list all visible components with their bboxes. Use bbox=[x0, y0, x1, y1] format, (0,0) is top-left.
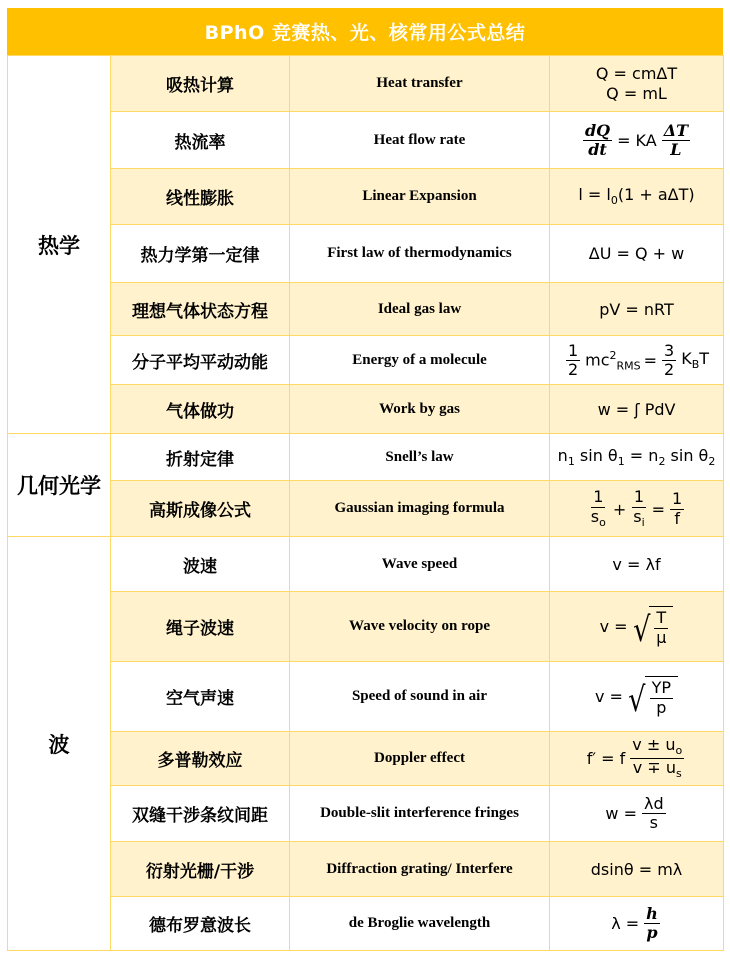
fraction-numerator: YP bbox=[651, 678, 672, 698]
formula-name-zh: 高斯成像公式 bbox=[111, 481, 290, 537]
formula-text: sin θ bbox=[670, 445, 709, 465]
formula-text: v = bbox=[594, 687, 623, 706]
fraction-denominator: 2 bbox=[664, 360, 675, 379]
fraction-denominator: s bbox=[649, 813, 658, 832]
fraction-denominator: s bbox=[633, 506, 642, 526]
formula-cell bbox=[550, 897, 724, 951]
category-wave: 波 bbox=[8, 537, 111, 951]
formula-cell bbox=[550, 662, 724, 732]
formula-subscript: i bbox=[641, 515, 645, 529]
formula-text: ΔU = Q + w bbox=[550, 225, 724, 283]
table-title: BPhO 竞赛热、光、核常用公式总结 bbox=[7, 8, 723, 55]
table-row bbox=[8, 786, 724, 842]
formula-cell bbox=[550, 434, 724, 481]
fraction-numerator: 1 bbox=[633, 487, 645, 507]
fraction-denominator: μ bbox=[656, 627, 667, 647]
table-row bbox=[8, 662, 724, 732]
formula-subscript: 1 bbox=[567, 455, 575, 469]
formula-table-container bbox=[7, 8, 723, 951]
fraction-numerator: λd bbox=[643, 793, 664, 813]
formula-name-zh: 绳子波速 bbox=[111, 592, 290, 662]
fraction-numerator: 1 bbox=[593, 487, 604, 507]
formula-name-en: Linear Expansion bbox=[290, 169, 550, 225]
fraction-denominator: 2 bbox=[567, 360, 579, 379]
formula-cell bbox=[550, 169, 724, 225]
formula-name-zh: 气体做功 bbox=[111, 385, 290, 434]
formula-name-en: Work by gas bbox=[290, 385, 550, 434]
table-row bbox=[8, 56, 724, 112]
fraction-numerator: 1 bbox=[672, 489, 683, 509]
formula-subscript: RMS bbox=[616, 359, 641, 373]
formula-text: Q = cmΔT bbox=[595, 64, 678, 84]
table-row bbox=[8, 842, 724, 897]
formula-text: = n bbox=[629, 445, 659, 465]
table-row bbox=[8, 385, 724, 434]
formula-name-en: Snell’s law bbox=[290, 434, 550, 481]
formula-subscript: B bbox=[691, 358, 700, 372]
formula-name-en: First law of thermodynamics bbox=[290, 225, 550, 283]
formula-name-en: Energy of a molecule bbox=[290, 336, 550, 385]
table-row bbox=[8, 434, 724, 481]
formula-name-zh: 波速 bbox=[111, 537, 290, 592]
category-heat: 热学 bbox=[8, 56, 111, 434]
fraction-numerator: v ± u bbox=[632, 735, 676, 755]
formula-text: dsinθ = mλ bbox=[550, 842, 724, 897]
formula-text: l = l bbox=[578, 185, 611, 205]
formula-name-zh: 双缝干涉条纹间距 bbox=[111, 786, 290, 842]
table-row bbox=[8, 336, 724, 385]
formula-name-en: Diffraction grating/ Interfere bbox=[290, 842, 550, 897]
fraction-numerator: T bbox=[656, 608, 667, 628]
fraction-denominator: p bbox=[646, 923, 658, 942]
table-row bbox=[8, 283, 724, 336]
formula-cell bbox=[550, 56, 724, 112]
formula-text: λ = bbox=[611, 914, 640, 933]
fraction-denominator: p bbox=[656, 697, 667, 717]
formula-subscript: o bbox=[599, 515, 606, 529]
formula-name-en: Speed of sound in air bbox=[290, 662, 550, 732]
fraction-numerator: h bbox=[646, 903, 658, 923]
formula-cell bbox=[550, 592, 724, 662]
formula-name-en: Heat flow rate bbox=[290, 112, 550, 169]
formula-name-zh: 折射定律 bbox=[111, 434, 290, 481]
formula-name-en: Heat transfer bbox=[290, 56, 550, 112]
formula-text: = bbox=[651, 499, 666, 519]
fraction-numerator: ΔT bbox=[663, 120, 689, 140]
table-row bbox=[8, 169, 724, 225]
fraction-denominator: dt bbox=[588, 140, 607, 159]
fraction-numerator: dQ bbox=[584, 120, 611, 140]
formula-text: + bbox=[612, 499, 627, 519]
formula-text: v = λf bbox=[550, 537, 724, 592]
formula-text: K bbox=[681, 349, 692, 369]
square-root: √ $\frac{T}{\mu}$ bbox=[631, 606, 674, 647]
formula-text: (1 + aΔT) bbox=[617, 185, 695, 205]
formula-text: pV = nRT bbox=[550, 283, 724, 336]
formula-cell bbox=[550, 112, 724, 169]
table-row bbox=[8, 897, 724, 951]
formula-cell bbox=[550, 481, 724, 537]
formula-name-en: Ideal gas law bbox=[290, 283, 550, 336]
formula-superscript: 2 bbox=[609, 348, 617, 362]
formula-text: mc bbox=[585, 350, 610, 370]
formula-name-en: Double-slit interference fringes bbox=[290, 786, 550, 842]
formula-text: w = bbox=[605, 804, 637, 823]
formula-subscript: 2 bbox=[658, 455, 666, 469]
formula-text: v = bbox=[599, 617, 628, 636]
formula-cell bbox=[550, 732, 724, 786]
table-row bbox=[8, 481, 724, 537]
formula-name-zh: 德布罗意波长 bbox=[111, 897, 290, 951]
table-row bbox=[8, 732, 724, 786]
formula-subscript: o bbox=[675, 744, 683, 758]
formula-text: sin θ bbox=[579, 445, 618, 465]
formula-name-zh: 空气声速 bbox=[111, 662, 290, 732]
fraction-numerator: 3 bbox=[664, 340, 675, 360]
formula-subscript: 2 bbox=[708, 455, 716, 469]
formula-name-en: Wave speed bbox=[290, 537, 550, 592]
formula-cell bbox=[550, 786, 724, 842]
formula-name-zh: 吸热计算 bbox=[111, 56, 290, 112]
formula-text: Q = mL bbox=[606, 83, 667, 103]
formula-name-zh: 分子平均平动动能 bbox=[111, 336, 290, 385]
formula-name-zh: 理想气体状态方程 bbox=[111, 283, 290, 336]
fraction-numerator: 1 bbox=[567, 340, 579, 360]
formula-text: = bbox=[643, 351, 658, 370]
formula-text: = KA bbox=[617, 131, 657, 150]
formula-name-zh: 热力学第一定律 bbox=[111, 225, 290, 283]
formula-subscript: 0 bbox=[610, 194, 618, 208]
formula-name-en: Gaussian imaging formula bbox=[290, 481, 550, 537]
category-optics: 几何光学 bbox=[8, 434, 111, 537]
fraction-denominator: L bbox=[670, 140, 682, 159]
formula-name-zh: 热流率 bbox=[111, 112, 290, 169]
square-root: √ $\frac{YP}{p}$ bbox=[626, 676, 678, 717]
formula-cell bbox=[550, 336, 724, 385]
fraction-denominator: f bbox=[674, 508, 680, 528]
formula-name-en: Doppler effect bbox=[290, 732, 550, 786]
formula-table bbox=[7, 55, 724, 951]
formula-text: w = ʃ PdV bbox=[550, 385, 724, 434]
fraction-denominator: v ∓ u bbox=[632, 758, 676, 777]
formula-text: n bbox=[557, 445, 568, 465]
table-row bbox=[8, 225, 724, 283]
formula-text: T bbox=[699, 349, 710, 369]
table-row bbox=[8, 537, 724, 592]
formula-name-zh: 多普勒效应 bbox=[111, 732, 290, 786]
formula-name-zh: 衍射光栅/干涉 bbox=[111, 842, 290, 897]
formula-name-en: de Broglie wavelength bbox=[290, 897, 550, 951]
formula-name-en: Wave velocity on rope bbox=[290, 592, 550, 662]
formula-text: f′ = f bbox=[586, 749, 626, 768]
fraction-denominator: s bbox=[590, 506, 600, 526]
formula-subscript: s bbox=[675, 767, 682, 781]
formula-subscript: 1 bbox=[617, 455, 625, 469]
formula-name-zh: 线性膨胀 bbox=[111, 169, 290, 225]
table-row bbox=[8, 592, 724, 662]
table-row bbox=[8, 112, 724, 169]
